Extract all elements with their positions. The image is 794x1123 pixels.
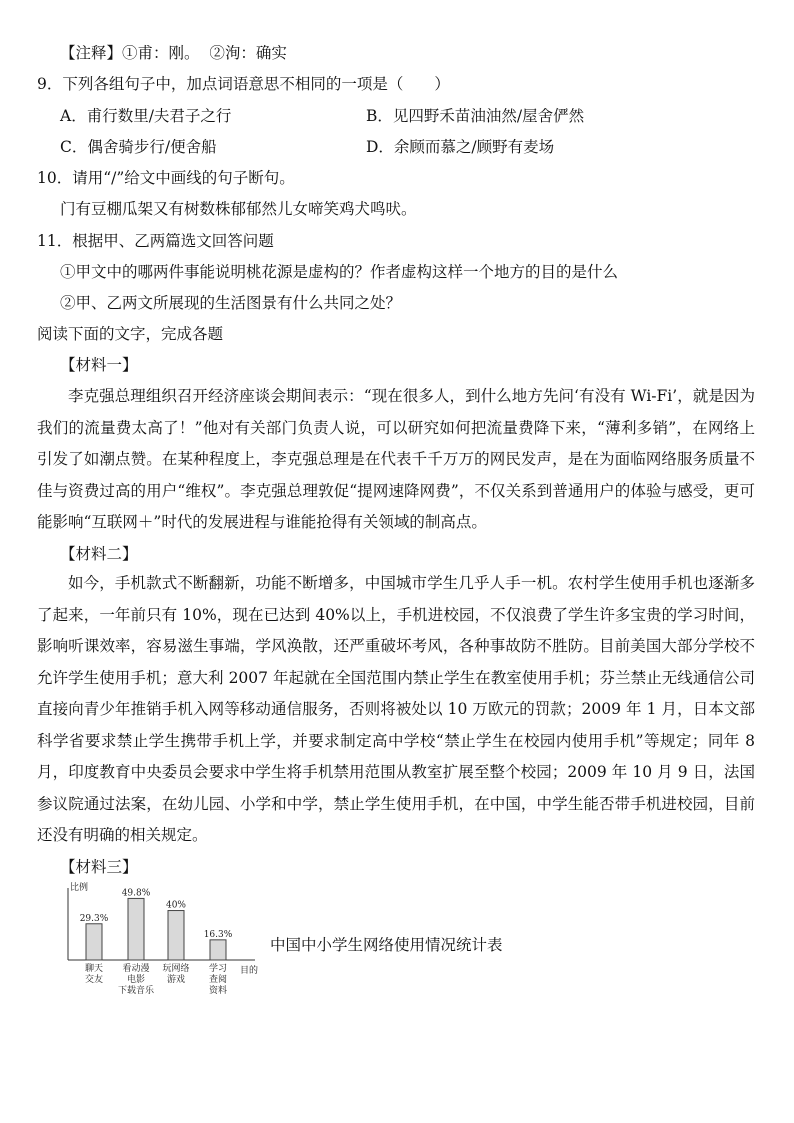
category-label-3-1: 查阅 xyxy=(208,975,228,985)
bar-1 xyxy=(128,898,144,960)
category-label-1-2: 下载音乐 xyxy=(117,986,155,996)
bar-value-label-3: 16.3% xyxy=(203,929,233,940)
x-axis-label: 目的 xyxy=(240,966,259,976)
q9-option-c: C．偶舍骑步行/便舍船 xyxy=(60,138,217,156)
material-3-label: 【材料三】 xyxy=(60,858,138,876)
q10-sentence: 门有豆棚瓜架又有树数株郁郁然儿女啼笑鸡犬鸣吠。 xyxy=(60,200,417,218)
category-label-0-1: 交友 xyxy=(84,975,104,985)
q9-stem: 9．下列各组句子中，加点词语意思不相同的一项是（ ） xyxy=(37,75,450,93)
q11-item-2: ②甲、乙两文所展现的生活图景有什么共同之处？ xyxy=(60,294,402,312)
category-label-0-0: 聊天 xyxy=(84,964,104,974)
material-2-label: 【材料二】 xyxy=(60,545,138,563)
note-1: ①甫：刚。 xyxy=(122,44,200,62)
chart-title: 中国中小学生网络使用情况统计表 xyxy=(270,936,503,954)
q11-item-1: ①甲文中的哪两件事能说明桃花源是虚构的？作者虚构这样一个地方的目的是什么 xyxy=(60,263,619,281)
material-1-text: 李克强总理组织召开经济座谈会期间表示：“现在很多人，到什么地方先问‘有没有 Wi-Fi’，就是因为我们的流量费太高了！”他对有关部门负责人说，可以研究如何把流量费降下来，“薄利多销”，在网络上引发了如潮点赞。在某种程度上，李克强总理是在代表千千万万的网民发声，是在为面临网络服务质量不佳与资费过高的用户“维权”。李克强总理敦促“提网速降网费”，不仅关系到普通用户的体验与感受，更可能影响“互联网＋”时代的发展进程与谁能抢得有关领域的制高点。 xyxy=(37,387,755,531)
category-label-3-0: 学习 xyxy=(208,964,228,974)
bar-0 xyxy=(86,924,102,960)
category-label-2-0: 玩网络 xyxy=(162,964,190,974)
bar-2 xyxy=(168,911,184,960)
q10-stem: 10．请用“/”给文中画线的句子断句。 xyxy=(37,169,295,187)
q9-option-b: B．见四野禾苗油油然/屋舍俨然 xyxy=(366,107,585,125)
bar-value-label-0: 29.3% xyxy=(79,913,109,924)
q9-option-a: A．甫行数里/夫君子之行 xyxy=(60,107,232,125)
q11-stem: 11．根据甲、乙两篇选文回答问题 xyxy=(37,232,274,250)
q9-option-d: D．余顾而慕之/顾野有麦场 xyxy=(366,138,555,156)
bar-3 xyxy=(210,940,226,960)
notes-line xyxy=(60,43,287,63)
material-2-text: 如今，手机款式不断翻新，功能不断增多，中国城市学生几乎人手一机。农村学生使用手机也逐渐多了起来，一年前只有 10%，现在已达到 40%以上，手机进校园，不仅浪费了学生许多宝贵的学习时间，影响听课效率，容易滋生事端，学风涣散，还严重破坏考风，各种事故防不胜防。目前美国大部分学校不允许学生使用手机；意大利 2007 年起就在全国范围内禁止学生在教室使用手机；芬兰禁止无线通信公司直接向青少年推销手机入网等移动通信服务，否则将被处以 10 万欧元的罚款；2009 年 1 月，日本文部科学省要求禁止学生携带手机上学，并要求制定高中学校“禁止学生在校园内使用手机”等规定；同年 8 月，印度教育中央委员会要求中学生将手机禁用范围从教室扩展至整个校园；2009 年 10 月 9 日，法国参议院通过法案，在幼儿园、小学和中学，禁止学生使用手机，在中国，中学生能否带手机进校园，目前还没有明确的相关规定。 xyxy=(37,574,755,844)
bar-value-label-2: 40% xyxy=(165,900,187,911)
network-usage-chart xyxy=(60,878,280,1008)
note-2: ②洵：确实 xyxy=(209,44,287,62)
category-label-1-0: 看动漫 xyxy=(122,964,150,974)
notes-label: 【注释】 xyxy=(60,44,123,62)
bar-value-label-1: 49.8% xyxy=(121,888,151,899)
reading-intro: 阅读下面的文字，完成各题 xyxy=(37,325,224,343)
category-label-2-1: 游戏 xyxy=(166,975,186,985)
bars-group xyxy=(80,888,233,996)
category-label-3-2: 资料 xyxy=(208,986,228,996)
y-axis-label: 比例 xyxy=(70,883,89,893)
category-label-1-1: 电影 xyxy=(126,975,146,985)
material-1-label: 【材料一】 xyxy=(60,356,138,374)
